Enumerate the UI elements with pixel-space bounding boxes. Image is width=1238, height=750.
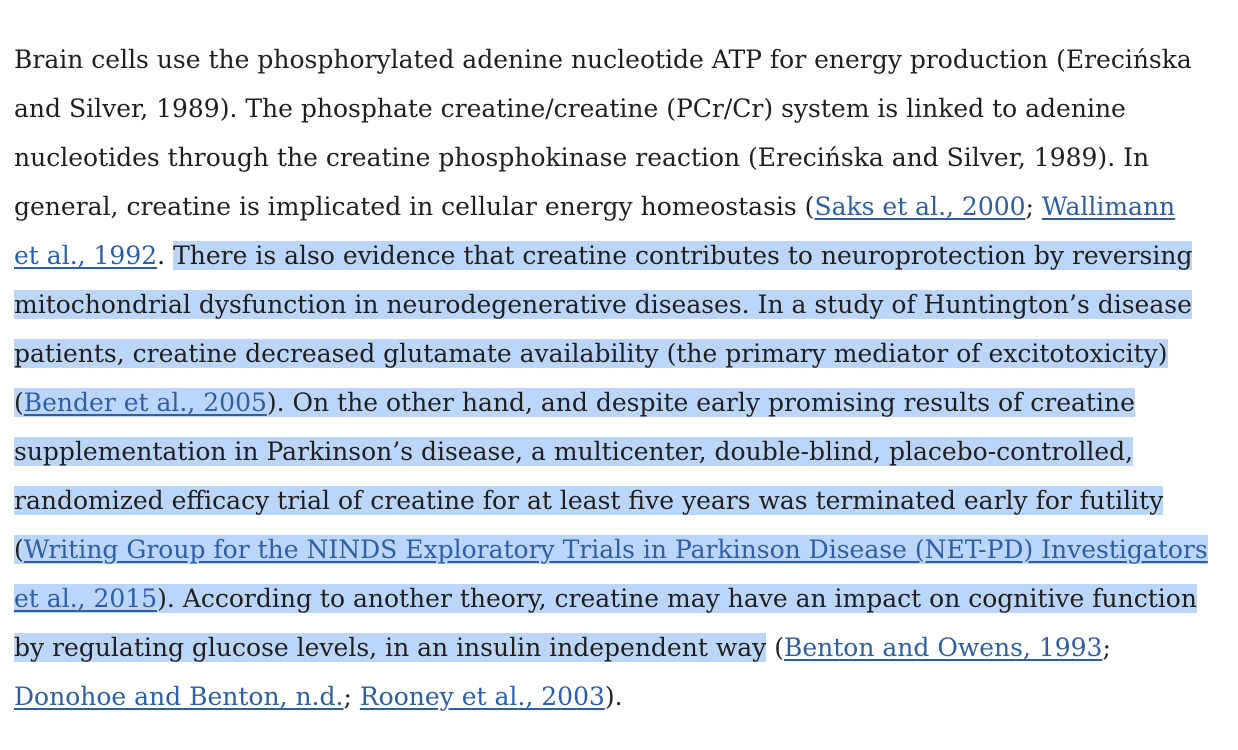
body-text: nucleotides through the creatine phosphokinase reaction (Erecińska and Silver, 1989). In [14,143,1150,172]
body-text: ; [343,682,360,711]
body-text: general, creatine is implicated in cellular energy homeostasis ( [14,192,815,221]
body-text: ). [604,682,623,711]
citation-link[interactable]: Bender et al., 2005 [23,388,267,417]
paragraph-line [14,623,1226,672]
citation-link[interactable]: Wallimann [1041,192,1176,221]
body-text: . [157,241,174,270]
paragraph-line [14,427,1226,476]
citation-link[interactable]: Saks et al., 2000 [814,192,1026,221]
citation-link[interactable]: et al., 1992 [14,241,158,270]
selected-text: patients, creatine decreased glutamate availability (the primary mediator of excitotoxicity) [14,339,1168,368]
paragraph-line [14,133,1226,182]
paragraph-line [14,35,1226,84]
paragraph-line [14,672,1226,721]
citation-link[interactable]: Donohoe and Benton, n.d. [14,682,344,711]
paragraph-line [14,476,1226,525]
paragraph-line [14,378,1226,427]
citation-link[interactable]: Benton and Owens, 1993 [783,633,1103,662]
selected-text: supplementation in Parkinson’s disease, a multicenter, double-blind, placebo-controlled, [14,437,1134,466]
selected-text: ( [14,535,24,564]
paragraph-line [14,84,1226,133]
selected-text: mitochondrial dysfunction in neurodegenerative diseases. In a study of Huntington’s disease [14,290,1192,319]
paragraph-line [14,574,1226,623]
paragraph-line [14,525,1226,574]
selected-text: ). On the other hand, and despite early promising results of creatine [266,388,1135,417]
paragraph-line [14,231,1226,280]
body-text: ; [1025,192,1042,221]
selected-text: There is also evidence that creatine contributes to neuroprotection by reversing [173,241,1193,270]
citation-link[interactable]: Rooney et al., 2003 [359,682,605,711]
body-text: Brain cells use the phosphorylated adenine nucleotide ATP for energy production (Erecińska [14,45,1192,74]
paragraph-line [14,280,1226,329]
selected-text: randomized efficacy trial of creatine for at least five years was terminated early for futility [14,486,1164,515]
selected-text: by regulating glucose levels, in an insulin independent way [14,633,767,662]
body-text: ( [766,633,784,662]
paragraph-line [14,329,1226,378]
citation-link[interactable]: et al., 2015 [14,584,158,613]
body-text: and Silver, 1989). The phosphate creatine/creatine (PCr/Cr) system is linked to adenine [14,94,1126,123]
paragraph-line [14,182,1226,231]
selected-text: ( [14,388,24,417]
article-paragraph [14,35,1226,721]
citation-link[interactable]: Writing Group for the NINDS Exploratory Trials in Parkinson Disease (NET-PD) Investigators [23,535,1208,564]
selected-text: ). According to another theory, creatine may have an impact on cognitive function [157,584,1197,613]
body-text: ; [1102,633,1111,662]
